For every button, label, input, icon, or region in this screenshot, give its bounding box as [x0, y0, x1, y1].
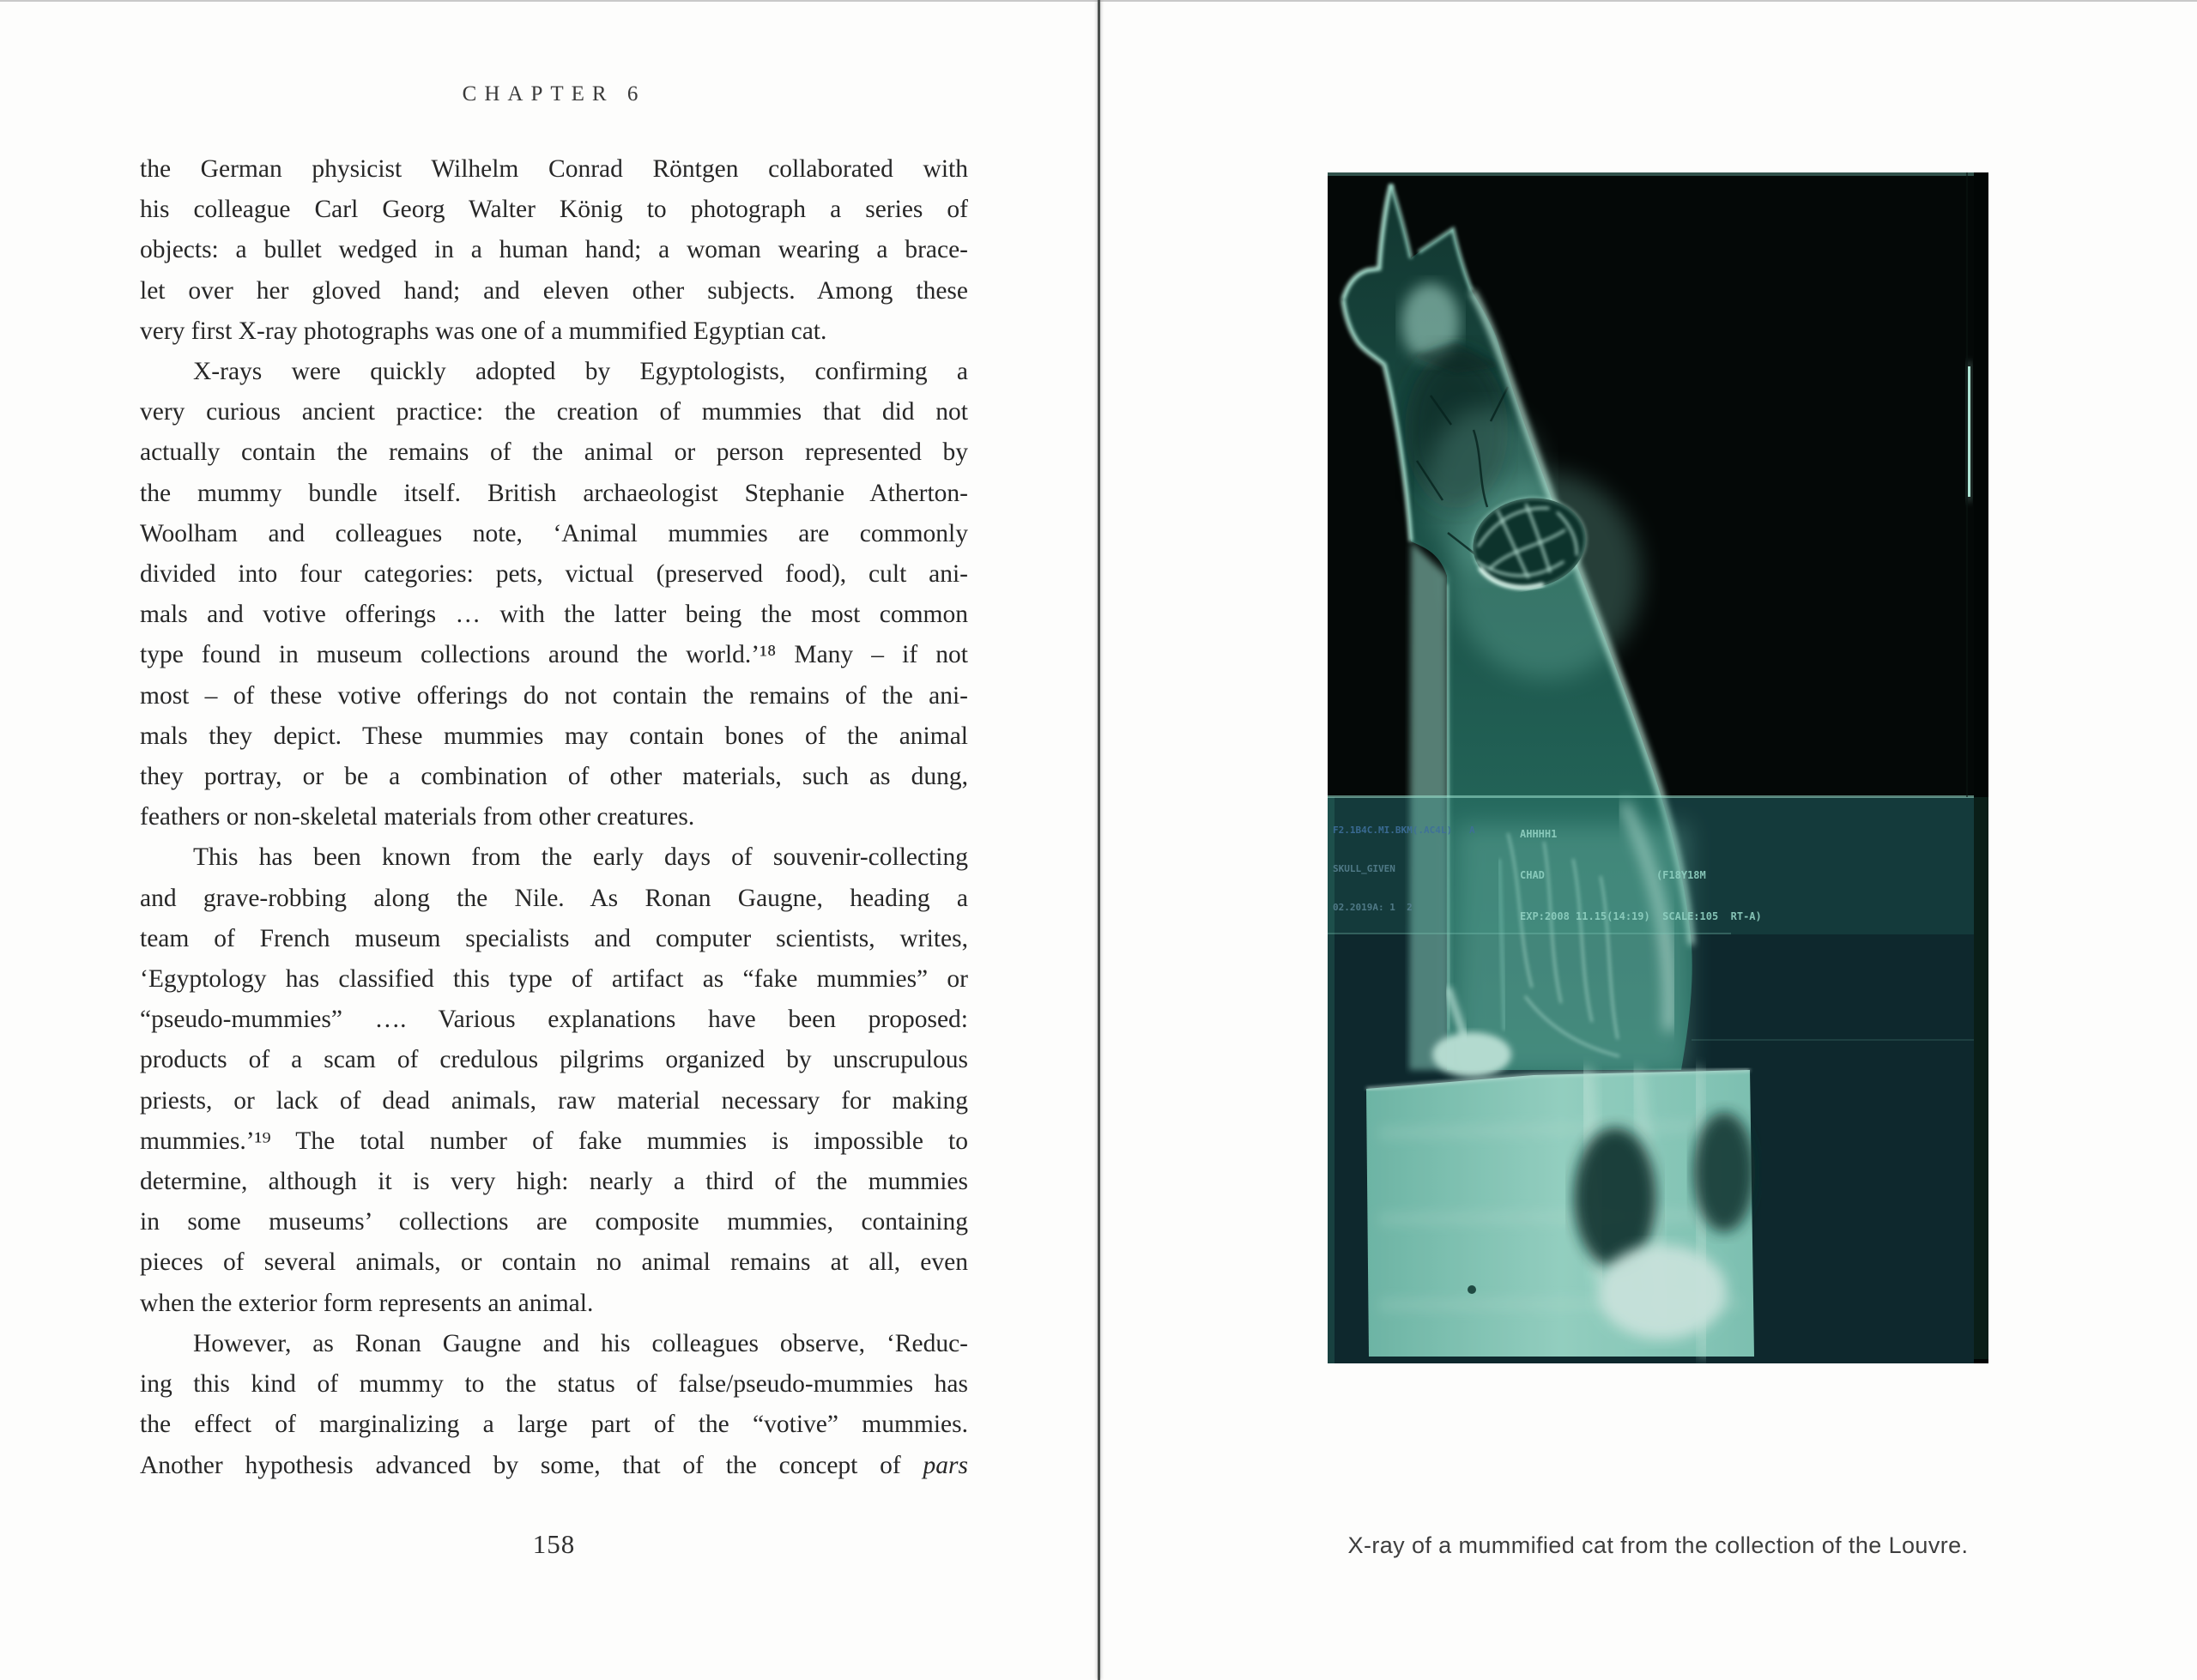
text-line: the effect of marginalizing a large part of the “votive” mummies.	[140, 1411, 968, 1439]
xray-figure	[1328, 172, 1988, 1363]
text-line: products of a scam of credulous pilgrims organized by unscrupulous	[140, 1046, 968, 1074]
text-line: feathers or non-skeletal materials from other creatures.	[140, 803, 695, 831]
text-line: However, as Ronan Gaugne and his colleagues observe, ‘Reduc-	[193, 1329, 968, 1357]
text-line: type found in museum collections around the world.’¹⁸ Many – if not	[140, 641, 968, 669]
text-line: This has been known from the early days of souvenir-collecting	[193, 843, 968, 872]
body-text	[140, 149, 968, 1486]
text-line: in some museums’ collections are composite mummies, containing	[140, 1208, 968, 1236]
text-line: mals and votive offerings … with the latter being the most common	[140, 601, 968, 629]
text-line: mals they depict. These mummies may contain bones of the animal	[140, 722, 968, 750]
text-line: pieces of several animals, or contain no animal remains at all, even	[140, 1248, 968, 1277]
text-line: determine, although it is very high: nearly a third of the mummies	[140, 1168, 968, 1196]
text-line: priests, or lack of dead animals, raw material necessary for making	[140, 1086, 968, 1115]
text-line: and grave-robbing along the Nile. As Ronan Gaugne, heading a	[140, 884, 968, 912]
paragraph	[140, 149, 968, 352]
text-line: ing this kind of mummy to the status of false/pseudo-mummies has	[140, 1370, 968, 1399]
text-line: very first X-ray photographs was one of a mummified Egyptian cat.	[140, 317, 827, 345]
film-annotation-line: EXP:2008 11.15(14:19) SCALE:105 RT-A)	[1520, 910, 1762, 922]
paragraph	[140, 352, 968, 837]
text-line: ‘Egyptology has classified this type of artifact as “fake mummies” or	[140, 965, 968, 994]
text-line: most – of these votive offerings do not contain the remains of the ani-	[140, 681, 968, 710]
text-line: Another hypothesis advanced by some, that of the concept of pars	[140, 1451, 968, 1479]
figure-caption: X-ray of a mummified cat from the collection of the Louvre.	[1347, 1532, 1969, 1558]
text-line: let over her gloved hand; and eleven other subjects. Among these	[140, 276, 968, 305]
text-line: Woolham and colleagues note, ‘Animal mummies are commonly	[140, 519, 968, 547]
page-gutter-line	[1098, 0, 1100, 1680]
film-annotation-line: SKULL_GIVEN	[1333, 863, 1395, 874]
text-line: the mummy bundle itself. British archaeologist Stephanie Atherton-	[140, 479, 968, 507]
text-line: the German physicist Wilhelm Conrad Röntgen collaborated with	[140, 155, 968, 183]
text-line: divided into four categories: pets, victual (preserved food), cult ani-	[140, 560, 968, 589]
text-line: actually contain the remains of the animal or person represented by	[140, 438, 968, 467]
film-annotation-line: 02.2019A: 1 2	[1333, 902, 1413, 913]
chapter-heading: CHAPTER 6	[462, 82, 646, 106]
film-annotation-line: CHAD (F18Y18M	[1520, 869, 1706, 881]
text-line: his colleague Carl Georg Walter König to photograph a series of	[140, 196, 968, 224]
film-annotation-left	[1333, 798, 1475, 940]
text-line: X-rays were quickly adopted by Egyptologists, confirming a	[193, 358, 968, 386]
text-line: when the exterior form represents an animal.	[140, 1289, 594, 1317]
text-line: objects: a bullet wedged in a human hand; a woman wearing a brace-	[140, 236, 968, 264]
text-line: very curious ancient practice: the creation of mummies that did not	[140, 398, 968, 426]
film-annotation-middle	[1520, 800, 1762, 951]
paragraph	[140, 837, 968, 1323]
xray-cat-illustration	[1328, 172, 1988, 1363]
page-number: 158	[532, 1529, 576, 1559]
text-line: they portray, or be a combination of other materials, such as dung,	[140, 763, 968, 791]
film-annotation-line: F2.1B4C.MI.BKM(.AC4L) A	[1333, 825, 1475, 836]
film-annotation-line: AHHHH1	[1520, 828, 1558, 840]
paragraph	[140, 1324, 968, 1486]
text-line: “pseudo-mummies” …. Various explanations have been proposed:	[140, 1006, 968, 1034]
text-line: mummies.’¹⁹ The total number of fake mummies is impossible to	[140, 1127, 968, 1155]
text-line: team of French museum specialists and computer scientists, writes,	[140, 924, 968, 952]
